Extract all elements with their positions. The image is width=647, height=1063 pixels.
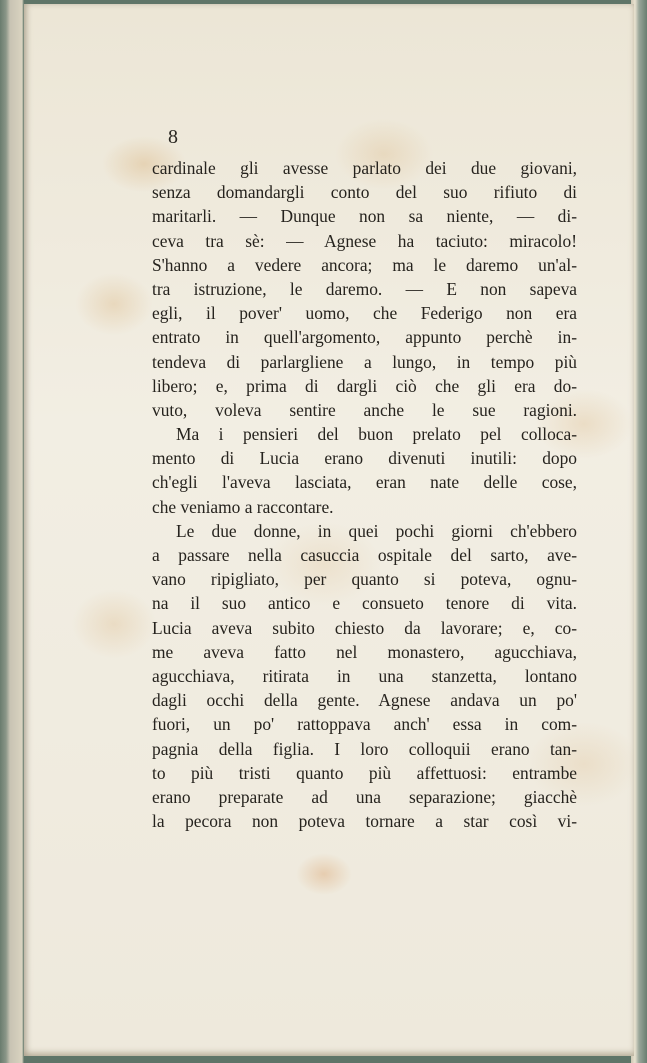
text-line: egli, il pover' uomo, che Federigo non era (152, 303, 577, 324)
text-line: libero; e, prima di dargli ciò che gli era do- (152, 375, 577, 396)
text-line: dagli occhi della gente. Agnese andava un po' (152, 690, 577, 711)
text-line: Le due donne, in quei pochi giorni ch'ebbero (176, 520, 577, 541)
text-line: Lucia aveva subito chiesto da lavorare; e, co- (152, 617, 577, 638)
text-line: che veniamo a raccontare. (152, 496, 334, 517)
text-line: na il suo antico e consueto tenore di vita. (152, 593, 577, 614)
text-line: erano preparate ad una separazione; giacchè (152, 786, 577, 807)
text-line: tra istruzione, le daremo. — E non sapeva (152, 278, 577, 299)
text-line: pagnia della figlia. I loro colloquii erano tan- (152, 738, 577, 759)
text-line: ch'egli l'aveva lasciata, eran nate delle cose, (152, 472, 577, 493)
text-line: entrato in quell'argomento, appunto perchè in- (152, 327, 577, 348)
text-line: vuto, voleva sentire anche le sue ragioni. (152, 399, 577, 420)
text-line: to più tristi quanto più affettuosi: entrambe (152, 762, 577, 783)
text-line: fuori, un po' rattoppava anch' essa in com- (152, 714, 577, 735)
text-line: mento di Lucia erano divenuti inutili: dopo (152, 448, 577, 469)
text-block (152, 156, 577, 833)
text-line: maritarli. — Dunque non sa niente, — di- (152, 206, 577, 227)
text-line: cardinale gli avesse parlato dei due giovani, (152, 158, 577, 178)
text-line: me aveva fatto nel monastero, agucchiava, (152, 641, 577, 662)
text-line: a passare nella casuccia ospitale del sarto, ave- (152, 545, 577, 565)
text-line: la pecora non poteva tornare a star così vi- (152, 811, 577, 832)
text-line: tendeva di parlargliene a lungo, in tempo più (152, 351, 577, 372)
text-line: Ma i pensieri del buon prelato pel colloca- (176, 424, 577, 445)
text-line: S'hanno a vedere ancora; ma le daremo un'al- (152, 254, 577, 275)
text-line: ceva tra sè: — Agnese ha taciuto: miracolo! (152, 230, 577, 251)
page-number: 8 (168, 126, 178, 148)
text-line: agucchiava, ritirata in una stanzetta, lontano (152, 665, 577, 686)
text-line: senza domandargli conto del suo rifiuto di (152, 182, 577, 203)
text-line: vano ripigliato, per quanto si poteva, ognu- (152, 569, 577, 590)
